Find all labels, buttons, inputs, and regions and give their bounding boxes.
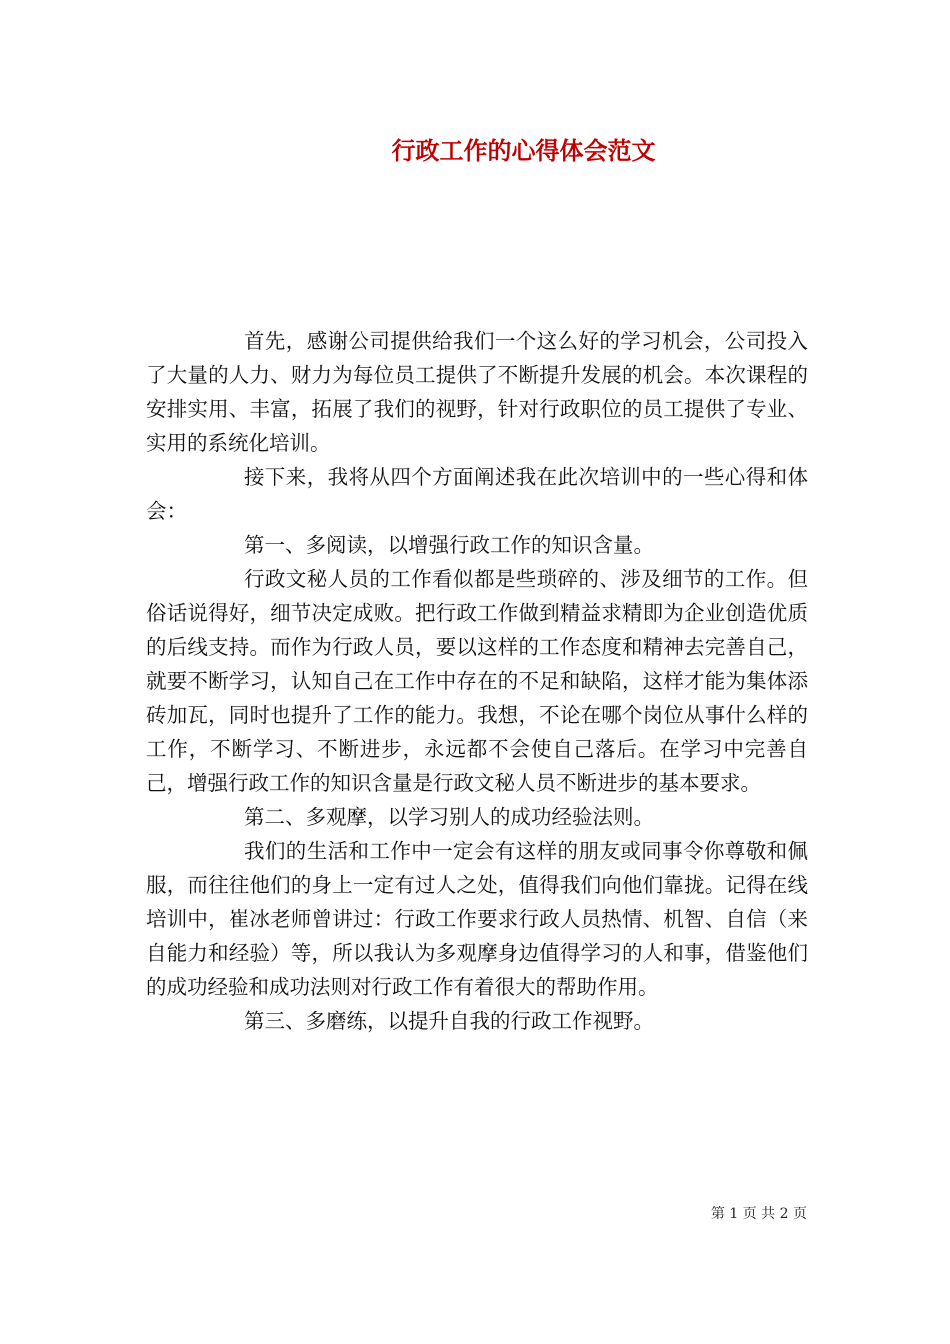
- paragraph-overview: 接下来，我将从四个方面阐述我在此次培训中的一些心得和体会：: [146, 465, 808, 523]
- paragraph-heading-3: 第三、多磨练，以提升自我的行政工作视野。: [244, 1009, 654, 1033]
- paragraph-reading: 行政文秘人员的工作看似都是些琐碎的、涉及细节的工作。但俗话说得好，细节决定成败。把行政工作做到精益求精即为企业创造优质的后线支持。而作为行政人员，要以这样的工作态度和精神去完善自己，就要不断学习，认知自己在工作中存在的不足和缺陷，这样才能为集体添砖加瓦，同时也提升了工作的能力。我想，不论在哪个岗位从事什么样的工作，不断学习、不断进步，永远都不会使自己落后。在学习中完善自己，增强行政工作的知识含量是行政文秘人员不断进步的基本要求。: [146, 567, 808, 795]
- paragraph-heading-2: 第二、多观摩，以学习别人的成功经验法则。: [244, 805, 654, 829]
- paragraph-heading-1: 第一、多阅读，以增强行政工作的知识含量。: [244, 533, 654, 557]
- page-number: 第 1 页 共 2 页: [710, 1206, 807, 1222]
- paragraph-observing: 我们的生活和工作中一定会有这样的朋友或同事令你尊敬和佩服，而往往他们的身上一定有过人之处，值得我们向他们靠拢。记得在线培训中，崔冰老师曾讲过：行政工作要求行政人员热情、机智、自信（来自能力和经验）等，所以我认为多观摩身边值得学习的人和事，借鉴他们的成功经验和成功法则对行政工作有着很大的帮助作用。: [146, 839, 808, 999]
- document-body: [146, 324, 808, 1038]
- paragraph-intro: 首先，感谢公司提供给我们一个这么好的学习机会，公司投入了大量的人力、财力为每位员工提供了不断提升发展的机会。本次课程的安排实用、丰富，拓展了我们的视野，针对行政职位的员工提供了专业、实用的系统化培训。: [146, 329, 808, 455]
- document-title: 行政工作的心得体会范文: [391, 136, 656, 165]
